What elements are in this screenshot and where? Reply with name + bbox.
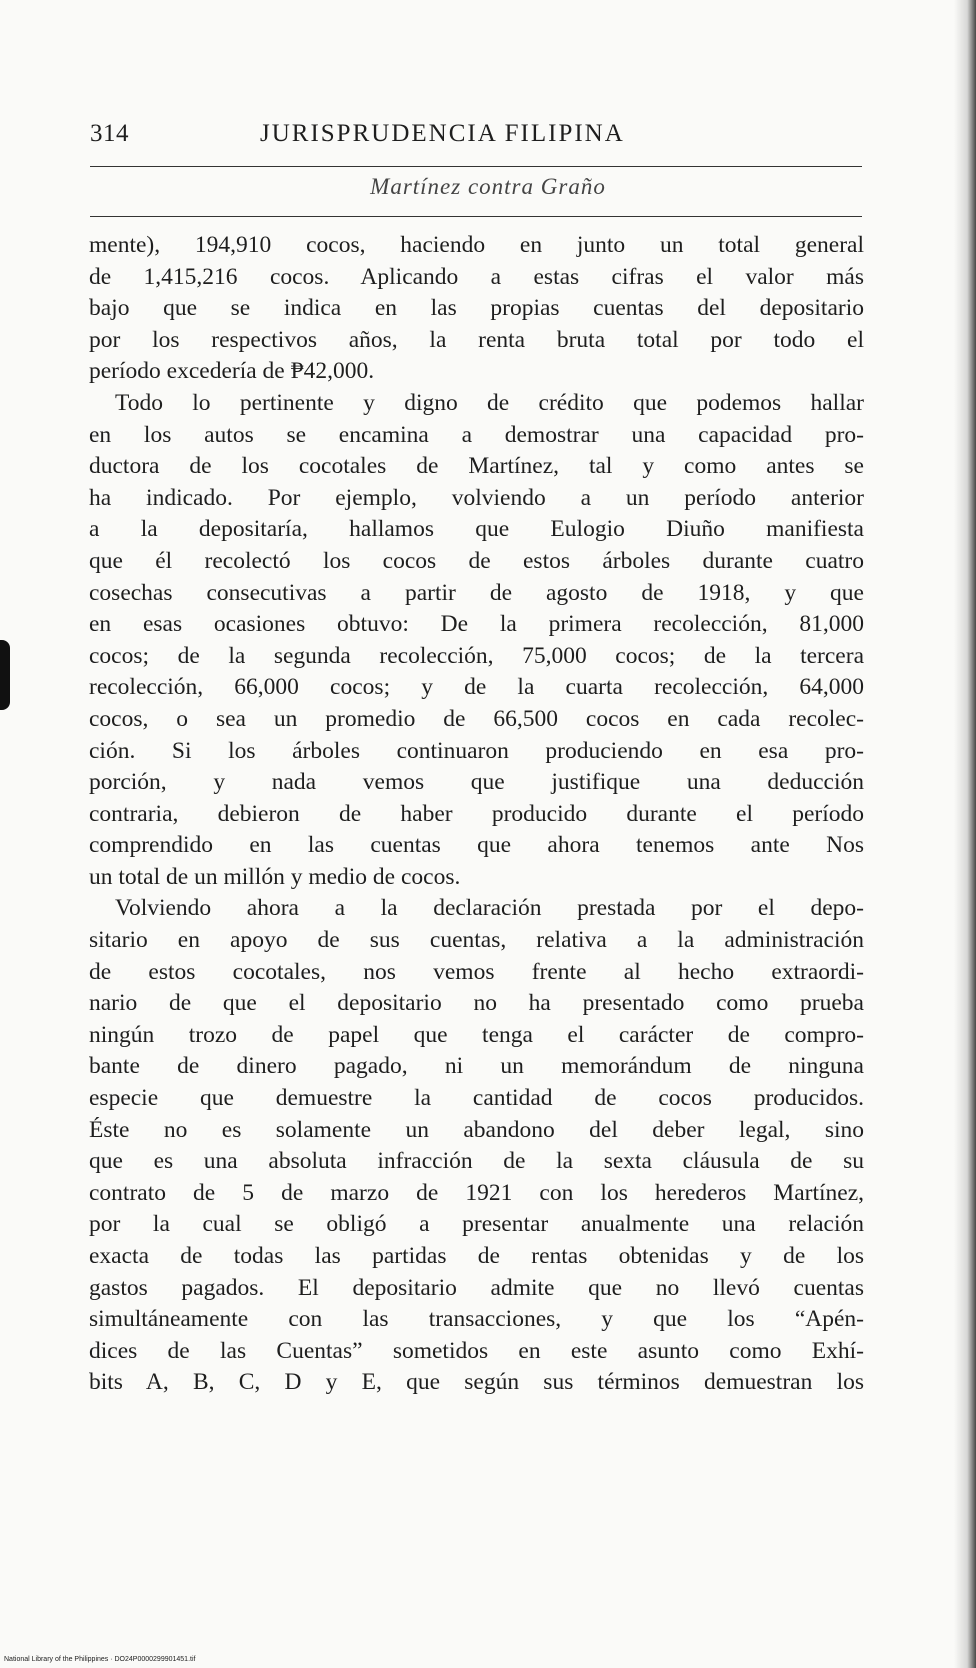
- text-line: contrato de 5 de marzo de 1921 con los herederos Martínez,: [89, 1179, 864, 1206]
- text-line: por los respectivos años, la renta bruta total por todo el: [89, 326, 864, 353]
- text-line: porción, y nada vemos que justifique una deducción: [89, 769, 864, 796]
- text-line: exacta de todas las partidas de rentas obtenidas y de los: [89, 1243, 864, 1269]
- running-title: JURISPRUDENCIA FILIPINA: [260, 120, 625, 147]
- text-line: de 1,415,216 cocos. Aplicando a estas cifras el valor más: [89, 263, 864, 290]
- text-line: en los autos se encamina a demostrar una capacidad pro-: [89, 421, 864, 448]
- page-header: [90, 120, 860, 164]
- text-line: ha indicado. Por ejemplo, volviendo a un período anterior: [89, 484, 864, 511]
- text-line: cocos, o sea un promedio de 66,500 cocos en cada recolec-: [89, 705, 864, 732]
- text-line: especie que demuestre la cantidad de cocos producidos.: [89, 1085, 864, 1112]
- text-line: cosechas consecutivas a partir de agosto de 1918, y que: [89, 579, 864, 606]
- text-line: un total de un millón y medio de cocos.: [89, 863, 461, 890]
- case-title: Martínez contra Graño: [370, 174, 606, 199]
- header-rule-bottom: [90, 216, 862, 217]
- text-line: gastos pagados. El depositario admite que no llevó cuentas: [89, 1274, 864, 1301]
- text-line: nario de que el depositario no ha presentado como prueba: [89, 990, 864, 1017]
- page-edge-shadow: [954, 0, 976, 1668]
- header-rule-top: [90, 166, 862, 167]
- text-line: recolección, 66,000 cocos; y de la cuarta recolección, 64,000: [89, 674, 864, 701]
- text-line: mente), 194,910 cocos, haciendo en junto un total general: [89, 232, 864, 258]
- text-line: Éste no es solamente un abandono del deber legal, sino: [89, 1116, 864, 1143]
- text-line: bajo que se indica en las propias cuentas del depositario: [89, 295, 864, 322]
- page-number: 314: [90, 120, 129, 147]
- body-text: [89, 230, 864, 1399]
- text-line: ción. Si los árboles continuaron produciendo en esa pro-: [89, 737, 864, 764]
- text-line: contraria, debieron de haber producido durante el período: [89, 800, 864, 827]
- text-line: bits A, B, C, D y E, que según sus términos demuestran los: [89, 1369, 864, 1396]
- text-line: sitario en apoyo de sus cuentas, relativa a la administración: [89, 927, 864, 954]
- text-line: dices de las Cuentas” sometidos en este asunto como Exhí-: [89, 1337, 864, 1364]
- text-line: ningún trozo de papel que tenga el carácter de compro-: [89, 1021, 864, 1048]
- text-line: Todo lo pertinente y digno de crédito que podemos hallar: [115, 389, 864, 416]
- text-line: período excedería de ₱42,000.: [89, 358, 375, 385]
- text-line: comprendido en las cuentas que ahora tenemos ante Nos: [89, 832, 864, 859]
- text-line: por la cual se obligó a presentar anualmente una relación: [89, 1211, 864, 1238]
- text-line: de estos cocotales, nos vemos frente al hecho extraordi-: [89, 958, 864, 985]
- text-line: cocos; de la segunda recolección, 75,000 cocos; de la tercera: [89, 642, 864, 669]
- text-line: a la depositaría, hallamos que Eulogio Diuño manifiesta: [89, 516, 864, 543]
- text-line: ductora de los cocotales de Martínez, tal y como antes se: [89, 453, 864, 480]
- text-line: en esas ocasiones obtuvo: De la primera recolección, 81,000: [89, 611, 864, 638]
- text-line: Volviendo ahora a la declaración prestada por el depo-: [115, 895, 864, 922]
- text-line: bante de dinero pagado, ni un memorándum de ninguna: [89, 1053, 864, 1080]
- text-line: que él recolectó los cocos de estos árboles durante cuatro: [89, 547, 864, 574]
- binding-mark: [0, 640, 10, 710]
- text-line: simultáneamente con las transacciones, y que los “Apén-: [89, 1306, 864, 1333]
- text-line: que es una absoluta infracción de la sexta cláusula de su: [89, 1148, 864, 1175]
- scan-footer-note: National Library of the Philippines · DO24P0000299901451.tif: [4, 1656, 196, 1663]
